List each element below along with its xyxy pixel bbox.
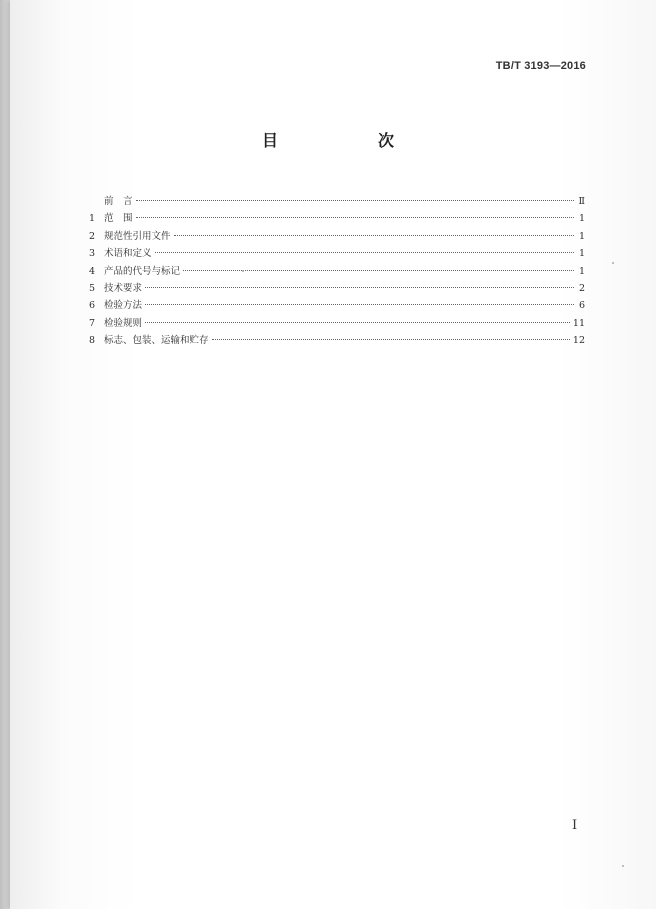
toc-entry-label: 前 言 [104,196,133,207]
toc-entry-scope[interactable] [89,210,585,227]
table-of-contents [89,193,585,350]
scan-speck [622,865,624,867]
toc-entry-technical-requirements[interactable] [89,280,585,297]
leader-dots [145,322,570,323]
toc-entry-inspection-rules[interactable] [89,315,585,332]
toc-entry-page: 11 [572,317,585,329]
toc-entry-number: 6 [89,300,96,312]
scan-speck [242,270,244,272]
toc-entry-foreword[interactable] [89,193,585,210]
standard-code: TB/T 3193—2016 [495,60,586,72]
toc-entry-label: 范 围 [104,213,133,225]
toc-entry-label: 产品的代号与标记 [104,265,181,277]
toc-entry-number: 2 [89,230,96,242]
toc-entry-page: 6 [578,300,585,312]
toc-entry-label: 术语和定义 [104,248,152,260]
toc-entry-label: 检验方法 [104,300,143,312]
leader-dots [145,304,574,305]
toc-entry-page: Ⅱ [578,196,585,207]
toc-entry-label: 规范性引用文件 [104,230,171,242]
leader-dots [212,339,570,340]
toc-entry-page: 1 [578,213,585,225]
toc-entry-number: 5 [89,282,96,294]
toc-entry-page: 1 [578,248,585,260]
toc-entry-number: 3 [89,248,96,260]
toc-entry-normative-references[interactable] [89,228,585,245]
toc-entry-product-codes[interactable] [89,263,585,280]
toc-entry-label: 检验规则 [104,317,143,329]
scan-speck [612,262,614,264]
page-title: 目 次 [261,131,436,150]
toc-entry-number: 7 [89,317,96,329]
toc-entry-number: 8 [89,335,96,347]
toc-entry-page: 2 [578,282,585,294]
toc-entry-label: 标志、包装、运输和贮存 [104,335,209,347]
toc-entry-number: 4 [89,265,96,277]
toc-entry-page: 12 [572,335,585,347]
toc-entry-test-methods[interactable] [89,297,585,314]
toc-entry-terms-definitions[interactable] [89,245,585,262]
leader-dots [136,217,574,218]
leader-dots [155,252,574,253]
leader-dots [174,235,574,236]
page-number: I [572,818,578,833]
toc-entry-number: 1 [89,213,96,225]
leader-dots [145,287,574,288]
toc-entry-page: 1 [578,230,585,242]
leader-dots [136,200,574,201]
toc-entry-label: 技术要求 [104,282,143,294]
toc-entry-marking-packaging[interactable] [89,332,585,349]
toc-entry-page: 1 [578,265,585,277]
